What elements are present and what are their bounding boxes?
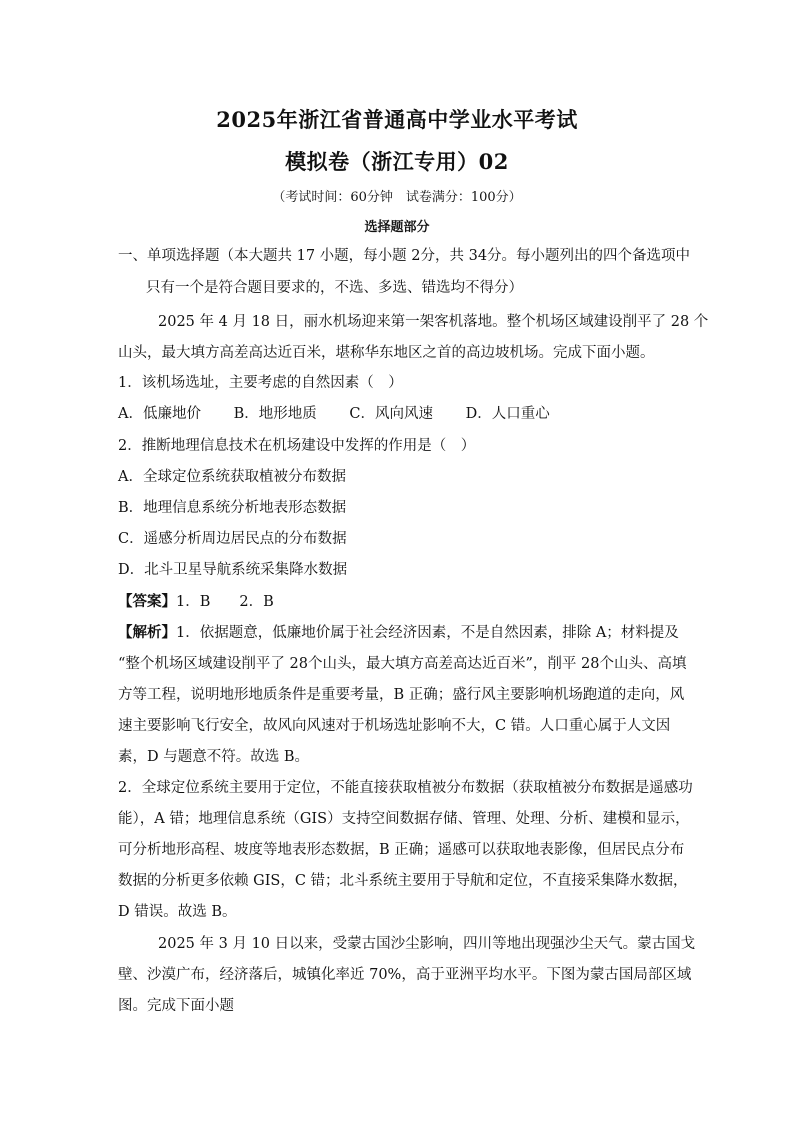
exam-subtitle: 模拟卷（浙江专用）02	[285, 149, 509, 174]
question1-option-c: C．风向风速	[349, 406, 433, 422]
question2-stem: 2．推断地理信息技术在机场建设中发挥的作用是（ ）	[118, 438, 476, 454]
analysis-line-6: 2．全球定位系统主要用于定位，不能直接获取植被分布数据（获取植被分布数据是遥感功	[118, 780, 693, 796]
question2-option-c: C．遥感分析周边居民点的分布数据	[118, 531, 347, 547]
passage2-line-2: 壁、沙漠广布，经济落后，城镇化率近 70%，高于亚洲平均水平。下图为蒙古国局部区域	[118, 967, 692, 983]
answer-label: 【答案】	[118, 593, 176, 610]
instructions-line-1: 一、单项选择题（本大题共 17 小题，每小题 2分，共 34分。每小题列出的四个备选项中	[118, 248, 691, 264]
analysis-label: 【解析】	[118, 624, 176, 641]
answer-line	[118, 592, 678, 612]
passage2-line-1: 2025 年 3 月 10 日以来，受蒙古国沙尘影响，四川等地出现强沙尘天气。蒙古国戈	[158, 936, 696, 952]
analysis-line-4: 速主要影响飞行安全，故风向风速对于机场选址影响不大，C 错。人口重心属于人文因	[118, 718, 671, 734]
analysis-line-5: 素，D 与题意不符。故选 B。	[118, 749, 309, 765]
analysis-line-9: 数据的分析更多依赖 GIS，C 错；北斗系统主要用于导航和定位，不直接采集降水数据，	[118, 873, 688, 889]
analysis-line-7: 能），A 错；地理信息系统（GIS）支持空间数据存储、管理、处理、分析、建模和显示，	[118, 811, 690, 827]
passage1-line-1: 2025 年 4 月 18 日，丽水机场迎来第一架客机落地。整个机场区域建设削平了 28 个	[158, 314, 709, 330]
exam-info: （考试时间：60分钟 试卷满分：100分）	[272, 190, 522, 205]
question1-option-a: A．低廉地价	[118, 406, 201, 422]
passage2-line-3: 图。完成下面小题	[118, 998, 234, 1014]
question1-option-b: B．地形地质	[233, 406, 317, 422]
question1-option-d: D．人口重心	[465, 406, 550, 422]
passage1-line-2: 山头，最大填方高差高达近百米，堪称华东地区之首的高边坡机场。完成下面小题。	[118, 345, 655, 361]
analysis-line-1	[118, 623, 678, 643]
question2-option-d: D．北斗卫星导航系统采集降水数据	[118, 562, 348, 578]
question1-options	[118, 404, 678, 424]
exam-title: 2025年浙江省普通高中学业水平考试	[216, 107, 578, 132]
question2-option-a: A．全球定位系统获取植被分布数据	[118, 469, 346, 485]
analysis-line-8: 可分析地形高程、坡度等地表形态数据，B 正确；遥感可以获取地表影像，但居民点分布	[118, 842, 685, 858]
analysis-text-1: 1．依据题意，低廉地价属于社会经济因素，不是自然因素，排除 A；材料提及	[176, 625, 679, 641]
question1-stem: 1．该机场选址，主要考虑的自然因素（ ）	[118, 375, 403, 391]
question2-option-b: B．地理信息系统分析地表形态数据	[118, 500, 347, 516]
analysis-line-10: D 错误。故选 B。	[118, 904, 237, 920]
analysis-line-3: 方等工程，说明地形地质条件是重要考量，B 正确；盛行风主要影响机场跑道的走向，风	[118, 687, 685, 703]
instructions-line-2: 只有一个是符合题目要求的，不选、多选、错选均不得分）	[146, 280, 523, 296]
section-heading: 选择题部分	[364, 220, 430, 235]
analysis-line-2: “整个机场区域建设削平了 28个山头，最大填方高差高达近百米”，削平 28个山头、高填	[118, 656, 687, 672]
answer-text: 1．B 2．B	[176, 594, 274, 610]
